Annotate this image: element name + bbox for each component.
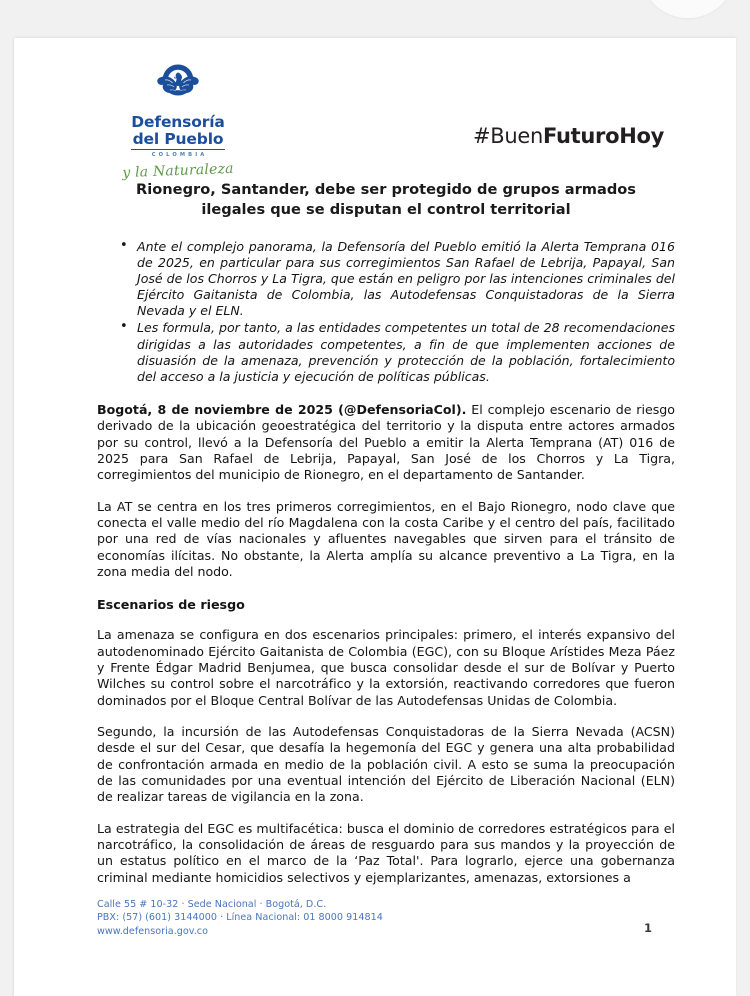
dateline-bold: Bogotá, 8 de noviembre de 2025 (@DefensoriaCol). [97, 401, 467, 417]
list-item: • Ante el complejo panorama, la Defensoría del Pueblo emitió la Alerta Temprana 016 de 2025, en particular para sus corregimientos San Rafael de Lebrija, Papayal, San José de los Chorros y La Tigra, que están en peligro por las intenciones criminales del Ejército Gaitanista de Colombia, las Autodefensas Conquistadoras de la Sierra Nevada y el ELN. [137, 239, 675, 319]
letterhead [14, 38, 736, 181]
dateline-rest: El complejo escenario de riesgo derivado de la ubicación geoestratégica del territorio y la disputa entre actores armados por su control, llevó a la Defensoría del Pueblo a emitir la Alerta Temprana (AT) 016 de 2025 para San Rafael de Lebrija, Papayal, San José de los Chorros y La Tigra, corregimientos del municipio de Rionegro, en el departamento de Santander. [97, 401, 675, 483]
viewport-top-arc-decoration [640, 0, 736, 18]
highlights-list [97, 239, 675, 385]
document-content [14, 180, 736, 886]
paragraph-alerta-temprana: La AT se centra en los tres primeros corregimientos, en el Bajo Rionegro, nodo clave que conecta el valle medio del río Magdalena con la costa Caribe y el centro del país, facilitado por una red de vías nacionales y afluentes navegables que sirven para el tránsito de economías ilícitas. No obstante, la Alerta amplía su alcance preventivo a La Tigra, en la zona media del nodo. [97, 498, 675, 579]
page-title: Rionegro, Santander, debe ser protegido de grupos armados ilegales que se disputan el control territorial [136, 181, 636, 218]
logo-line-1: Defensoría [131, 113, 225, 131]
hashtag-bold-part: FuturoHoy [542, 124, 664, 148]
page-number: 1 [643, 921, 652, 935]
footer-phone: PBX: (57) (601) 3144000 · Línea Nacional: 01 8000 914814 [97, 912, 383, 924]
paragraph-egc-strategy: La estrategia del EGC es multifacética: busca el dominio de corredores estratégicos para el narcotráfico, la consolidación de áreas de resguardo para sus mandos y la proyección de un estatus político en el marco de la ‘Paz Total'. Para lograrlo, ejerce una gobernanza criminal mediante homicidios selectivos y ejemplarizantes, amenazas, extorsiones a [97, 820, 675, 885]
section-heading-escenarios: Escenarios de riesgo [97, 597, 245, 613]
logo-country-label: COLOMBIA [151, 151, 208, 158]
document-page [14, 38, 736, 996]
logo-line-2: del Pueblo [132, 129, 224, 148]
footer-contact-block [97, 898, 383, 938]
campaign-hashtag [473, 124, 664, 148]
footer-website[interactable]: www.defensoria.gov.co [97, 925, 208, 937]
footer-address: Calle 55 # 10-32 · Sede Nacional · Bogotá, D.C. [97, 899, 327, 910]
logo-divider-rule [131, 149, 225, 150]
logo-nature-tagline: y la Naturaleza [122, 160, 234, 181]
defensoria-dove-hands-emblem [145, 63, 211, 111]
defensoria-logo [94, 63, 262, 179]
page-footer [14, 898, 736, 958]
logo-organization-name [94, 114, 262, 147]
hashtag-light-part: #Buen [472, 124, 543, 148]
paragraph-first-scenario: La amenaza se configura en dos escenarios principales: primero, el interés expansivo del autodenominado Ejército Gaitanista de Colombia (EGC), con su Bloque Arístides Meza Páez y Frente Édgar Madrid Benjumea, que busca consolidar desde el sur de Bolívar y Puerto Wilches su control sobre el narcotráfico y la extorsión, reactivando corredores que fueron dominados por el Bloque Central Bolívar de las Autodefensas Unidas de Colombia. [97, 627, 675, 708]
dateline-paragraph [97, 402, 675, 484]
list-item: • Les formula, por tanto, a las entidades competentes un total de 28 recomendaciones dirigidas a las autoridades competentes, a fin de que implementen acciones de disuasión de la amenaza, prevención y protección de la población, fortalecimiento del acceso a la justicia y ejecución de políticas públicas. [137, 320, 675, 384]
paragraph-second-scenario: Segundo, la incursión de las Autodefensas Conquistadoras de la Sierra Nevada (ACSN) desde el sur del Cesar, que desafía la hegemonía del EGC y genera una alta probabilidad de confrontación armada en medio de la población civil. A esto se suma la preocupación de las comunidades por una eventual intención del Ejército de Liberación Nacional (ELN) de realizar tareas de vigilancia en la zona. [97, 724, 675, 805]
